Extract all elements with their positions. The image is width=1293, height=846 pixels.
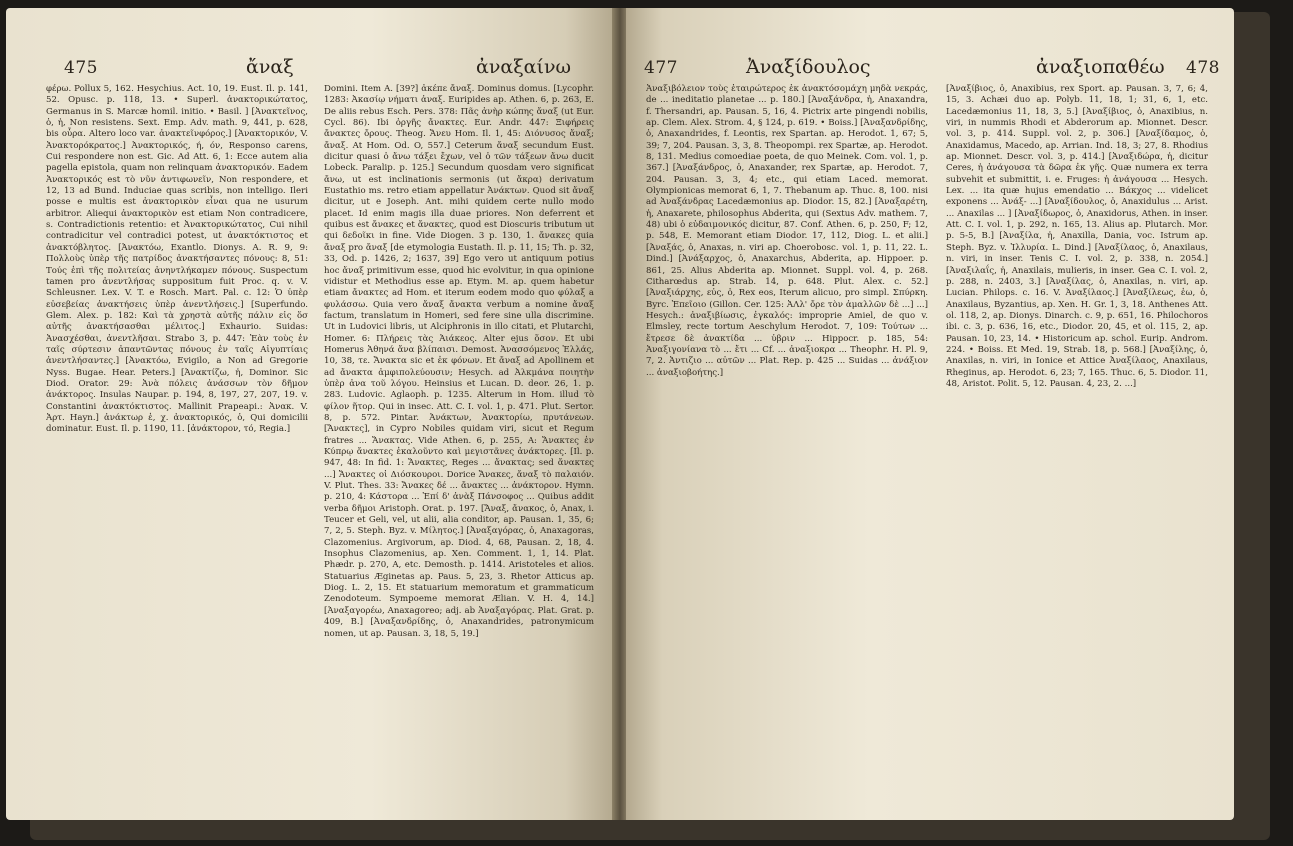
- page-number-right-1: 477: [644, 58, 678, 78]
- right-column-1: [646, 84, 928, 814]
- running-head-right-1: Ἀναξίδουλος: [746, 56, 871, 78]
- left-page: [6, 8, 614, 820]
- running-head-left-1: ἄναξ: [246, 56, 294, 78]
- left-column-1: [46, 84, 308, 814]
- page-number-right-2: 478: [1186, 58, 1220, 78]
- entry-text: Ἀναξιβόλειον τοὺς ἐταιρώτερος ἐκ ἀνακτόσομάχη μηδὰ νεκράς, de ... ineditatio planetae ... p. 180.] [Ἀναξάνδρα, ἡ, Anaxandra, f. Thersandri, ap. Pausan. 5, 16, 4. Pictrix arte pingendi nobilis, ap. Clem. Alex. Strom. 4, § 124, p. 619. • Boiss.] [Ἀναξανδρίδης, ὁ, Anaxandrides, f. Leontis, rex Spartan. ap. Herodot. 1, 67; 5, 39; 7, 204. Pausan. 3, 3, 8. Theopompi. rex Spartæ, ap. Herodot. 8, 131. Medius comoediae poeta, de quo Meinek. Com. vol. 1, p. 367.] [Ἀναξάνδρος, ὁ, Anaxander, rex Spartæ, ap. Herodot. 7, 204. Pausan. 3, 3, 4; etc., qui etiam Laced. memorat. Olympionicas memorat 6, 1, 7. Thebanum ap. Thuc. 8, 100. nisi ad Ἀναξάνδρας Lacedæmonius ap. Diodor. 15, 82.] [Ἀναξαρέτη, ἡ, Anaxarete, philosophus Abderita, qui (Sextus Adv. mathem. 7, 48) ubi ὁ εὐδαιμονικός dicitur, 87. Conf. Athen. 6, p. 250, F; 12, p. 548, E. Memorant etiam Diodor. 17, 112, Diog. L. et alii.] [Ἀναξάς, ὁ, Anaxas, n. viri ap. Choerobosc. vol. 1, p. 11, 22. L. Dind.] [Ἀνάξαρχος, ὁ, Anaxarchus, Abderita, ap. Hippoer. p. 861, 25. Alius Abderita ap. Mionnet. Suppl. vol. 4, p. 268. Citharœdus ap. Strab. 14, p. 648. Plut. Alex. c. 52.] [Ἀναξιάρχης, εὐς, ὁ, Rex eos, Iterum alicuo, pro simpl. Σπύρκη. Byrc. Ἐπεῖοιο (Gillon. Cer. 125: ἈΛλ' ὄρε τὸν ἀμαλλῶν δὲ ...] ...] Hesych.: ἀναξιβίωσις, ἐγκαλός: improprie Amiel, de quo v. Elmsley, recte tortum Aeschylum Herodot. 7, 109: Τούτων ... ἔτρεσε δὲ ἀνακτίδα ... ὑβριν ... Hippocr. p. 185, 54: Ἀναξιγονίανα τὸ ... ἔτι ... Cf. ... ἀναξιοκρα ... Theophr. H. Pl. 9, 7, 2. Ἀντιζιο ... αὐτῶν ... Plat. Rep. p. 425 ... Suidas ... ἀνάξιον ... ἀναξιοβοήτης.]: [646, 84, 928, 378]
- page-number-left: 475: [64, 58, 98, 78]
- running-head-right-2: ἀναξιοπαθέω: [1036, 56, 1165, 78]
- entry-text: [Ἀναξίβιος, ὁ, Anaxibius, rex Sport. ap. Pausan. 3, 7, 6; 4, 15, 3. Achæi duo ap. Polyb. 11, 18, 1; 31, 6, 1, etc. Lacedæmonius 11, 18, 3, 5.] [Ἀναξίβιος, ὁ, Anaxibius, n. viri, in nummis Rhodi et Abderorum ap. Mionnet. Descr. vol. 3, p. 414. Suppl. vol. 2, p. 306.] [Ἀναξίδαμος, ὁ, Anaxidamus, Macedo, ap. Arrian. Ind. 18, 3; 27, 8. Rhodius ap. Mionnet. Descr. vol. 3, p. 414.] [Ἀναξιδώρα, ἡ, dicitur Ceres, ἡ ἀνάγουσα τὰ δῶρα ἐκ γῆς. Quæ numera ex terra subvehit et submittit, i. e. Fruges: ἡ ἀνάγουσα ... Hesych. Lex. ... ita quæ hujus emendatio ... Βάκχος ... videlicet exponens ... Ἀνάξ- ...] [Ἀναξίδουλος, ὁ, Anaxidulus ... Arist. ... Anaxilas ... ] [Ἀναξίδωρος, ὁ, Anaxidorus, Athen. in inser. Att. C. I. vol. 1, p. 292, n. 165, 13. Alius ap. Plutarch. Mor. p. 5-5, B.] [Ἀναξίλα, ἡ, Anaxilla, Dania, voc. Istrum ap. Steph. Byz. v. Ἰλλυρία. L. Dind.] [Ἀναξίλαος, ὁ, Anaxilaus, n. viri, in inser. Tenis C. I. vol. 2, p. 338, n. 2054.] [Ἀναξιλαΐς, ἡ, Anaxilais, mulieris, in inser. Gea C. I. vol. 2, p. 288, n. 2403, 3.] [Ἀναξίλας, ὁ, Anaxilas, n. viri, ap. Lucian. Philops. c. 16. V. Ἀναξίλαος.] [Ἀναξίλεως, ἐω, ὁ, Anaxilaus, Byzantius, ap. Xen. H. Gr. 1, 3, 18. Anthenes Att. ol. 118, 2, ap. Dionys. Dinarch. c. 9, p. 651, 16. Philochoros ibi. c. 3, p. 636, 16, etc., Diodor. 20, 45, et ol. 115, 2, ap. Pausan. 10, 23, 14. • Historicum ap. schol. Eurip. Androm. 224. • Boiss. Et Med. 19, Strab. 18, p. 568.] [Ἀναξίλης, ὁ, Anaxilas, n. viri, in Ionice et Attice Ἀναξίλαος, Anaxilaus, Rheginus, ap. Herodot. 6, 23; 7, 165. Thuc. 6, 5. Diodor. 11, 48, Aristot. Polit. 5, 12. Pausan. 4, 23, 2. ...]: [946, 84, 1208, 389]
- entry-text: Domini. Item A. [39?] ἀκέπε ἄναξ. Dominus domus. [Lycophr. 1283: Ἀκασίῳ νήματι ἀναξ. Euripides ap. Athen. 6, p. 263, E. De aliis rebus Esch. Pers. 378: Πᾶς ἀνὴρ κώπης ἄναξ (ut Eur. Cycl. 86). Ibi ὀργῆς ἄνακτες. Eur. Andr. 447: Ξιφήρεις ἄνακτες ὄρους. Theog. Ἄνευ Hom. Il. 1, 45: Διόνυσος ἄναξ; ἄναξ. At Hom. Od. O, 557.] Ceterum ἄναξ secundum Eust. dicitur quasi ὁ ἄνω τάξει ἔχων, vel ὁ τῶν τάξεων ἄνω ducit Lobeck. Paralip. p. 125.] Secundum quosdam vero significat ἄνω, ut est inclinationis sermonis (ut ἄκρα) derivatum Eustathio ms. retro etiam appellatur Ἀνάκτων. Quod sit ἄναξ dicitur, ut e Joseph. Ant. mihi quidem certe nullo modo placet. Id enim magis illa duae priores. Non deferrent et quibus est ἄνακες et ἄνακτες, quod est Dioscuris tributum ut qui δεδοῖκι in fine. Vide Diogen. 3 p. 130, 1. ἄνακες quia ἄναξ pro ἄναξ [de etymologia Eustath. Il. p. 11, 15; Th. p. 32, 33, Od. p. 1426, 2; 1637, 39] Ego vero ut antiquum potius hoc ἄναξ primitivum esse, quod hic evolvitur, in qua opinione vidistur et Methodius esse ap. Etym. M. ap. quem habetur etiam ἄνακτες ad Hom. et iterum eodem modo quo φύλαξ a φυλάσσω. Quia vero ἄναξ ἄνακτα verbum a nomine ἄναξ factum, translatum in Homeri, sed fere sine ulla discrimine. Ut in Ludovici libris, ut Alciphronis in illo citati, et Plutarchi, Homer. 6: Πλήρεις τὰς Ἀιάκεος. Alter ejus ὅσον. Et ubi Homerus Ἀθηνά ἄνα βλίπαισι. Demost. Ἀνασσόμενος Ἑλλάς, 10, 38, τε. Ἄνακτα sic et ἐκ φόνων. Et ἄναξ ad Apollinem et ad ἄνακτα ἀμφιπολεύουσιν; Hesych. ad Ἀλκμάνα ποιητὴν ὑπὲρ ἀνα τοῦ λόγου. Heinsius et Lucan. D. deor. 26, 1. p. 283. Ludovic. Aglaoph. p. 1235. Alterum in Hom. illud τὸ φίλον ἥτορ. Qui in insec. Att. C. I. vol. 1, p. 471. Plut. Sertor. 8, p. 572. Pintar. Ἀνάκτων, Ἀνακτορίω, πρυτάνεων. [Ἄνακτες], in Cypro Nobiles quidam viri, sicut et Regum fratres ... Ἄνακτας. Vide Athen. 6, p. 255, A: Ἄνακτες ἐν Κύπρῳ ἄνακτες ἐκαλοῦντο καὶ μεγιστᾶνες ἀνάκτορες. [Il. p. 947, 48: In fid. 1: Ἄνακτες, Reges ... ἄνακτας; sed ἄνακτες ...] Ἄνακτες οἱ Διόσκουροι. Dorice Ἄνακες, ἄναξ τὸ παλαιόν. V. Plut. Thes. 33: Ἄνακες δέ ... ἄνακτες ... ἀνάκτορον. Hymn. p. 210, 4: Κάστορα ... Ἐπί δ' ἀνὰξ Πάνσοφος ... Quibus addit verba δῆμοι Aristoph. Orat. p. 197. [Ἄναξ, ἄνακος, ὁ, Anax, i. Teucer et Geli, vel, ut alii, alia conditor, ap. Pausan. 1, 35, 6; 7, 2, 5. Steph. Byz. v. Μίλητος.] [Ἀναξαγόρας, ὁ, Anaxagoras, Clazomenius. Argivorum, ap. Diod. 4, 68, Pausan. 2, 18, 4. Insophus Clazomenius, ap. Xen. Comment. 1, 1, 14. Plat. Phædr. p. 270, A, etc. Demosth. p. 1414. Aristoteles et alios. Statuarius Æginetas ap. Paus. 5, 23, 3. Rhetor Atticus ap. Diog. L. 2, 15. Et statuarium memoratum et grammaticum Zenodoteum. Sympoeme memorat Ælian. V. H. 4, 14.] [Ἀναξαγορέω, Anaxagoreo; adj. ab Ἀναξαγόρας. Plat. Grat. p. 409, B.] [Ἀναξανδρίδης, ὁ, Anaxandrides, patronymicum nomen, ut ap. Pausan. 3, 18, 5, 19.]: [324, 84, 594, 639]
- entry-text: φέρω. Pollux 5, 162. Hesychius. Act. 10, 19. Eust. Il. p. 141, 52. Opusc. p. 118, 13. • Superl. ἀνακτορικώτατος, Germanus in S. Marcæ homil. initio. • Basil. ] [Ἀνακτεῖνος, ὁ, ἡ, Non resistens. Sext. Emp. Adv. math. 9, 441, p. 628, bis οὖρα. Altero loco var. ἀνακτεῖνφόρος.] [Ἀνακτορικόν, V. Ἀνακτορόκρατος.] Ἀνακτορικός, ή, όν, Responso carens, Cui respondere non est. Gic. Ad Att. 6, 1: Ecce autem alia pagella epistola, quam non relinquam ἀνακτορικόν. Eadem Ἀνακτορικός est τὸ νῦν ἀντιφωνεῖν, Non respondere, et 12, 13 ad Bund. Induciae quas scribis, non intelligo. Ileri posse e multis est ἀνακτορικὸν εἶναι qua ne usurum arbitror. Aliequi ἀνακτορικὸν est etiam Non contradicere, s. Contradictionis retentio: et Ἀνακτορικώτατος, Cui nihil contradicitur vel contradici potest, ut ἀνακτόκτιστος et ἀνακτόβλητος. [Ἀνακτόω, Exantlo. Dionys. A. R. 9, 9: Πολλοὺς ὑπὲρ τῆς πατρίδος ἀνακτήσαντες πόνους: 8, 51: Τούς ἐπὶ τῆς πολιτείας ἀνηντλήκαμεν πόνους. Suspectum tamen pro ἀνεντλήσας suppositum fuit Proc. q. v. V. Schleusner. Lex. V. T. e Rosch. Mart. Pal. c. 12: Ὁ ὑπὲρ εὐσεβείας ἀνακτήσεις ὑπὲρ ἀνεντλήσεις.] [Superfundo. Glem. Alex. p. 182: Καὶ τὰ χρηστὰ αὐτῆς πάλιν εἰς ὅσ αὐτῆς ἀνακτήσασθαι μέλιτος.] Exhaurio. Suidas: Ἀνασχέσθαι, ἀνεντλῆσαι. Strabo 3, p. 447: Ἐὰν τοὺς ἐν ταῖς σύρτεσιν ἀπαντῶντας πόνους ἐν ταῖς Αἰγυπτίαις ἀνεντλήσαντες.] [Ἀνακτόω, Evigilo, a Non ad Gregorie Nyss. Bugae. Hear. Peters.] [Ἀνακτίζω, ἡ, Dominor. Sic Diod. Orator. 29: Ἀνὰ πόλεις ἀνάσσων τὸν δῆμον ἀνάκτορος. Insulas Naupar. p. 194, 8, 197, 27, 207, 19. v. Constantini ἀνακτόκτιστος. Mallinit Prapeapi.: Ἀνακ. V. Ἀρτ. Hayn.] ἀνάκτωρ ἑ, χ. ἀνακτορικός, ὁ, Qui domicilii dominatur. Eust. Il. p. 1190, 11. [ἀνάκτορον, τό, Regia.]: [46, 84, 308, 435]
- right-page: [626, 8, 1234, 820]
- right-column-2: [946, 84, 1208, 814]
- left-column-2: [324, 84, 594, 814]
- running-head-left-2: ἀναξαίνω: [476, 56, 571, 78]
